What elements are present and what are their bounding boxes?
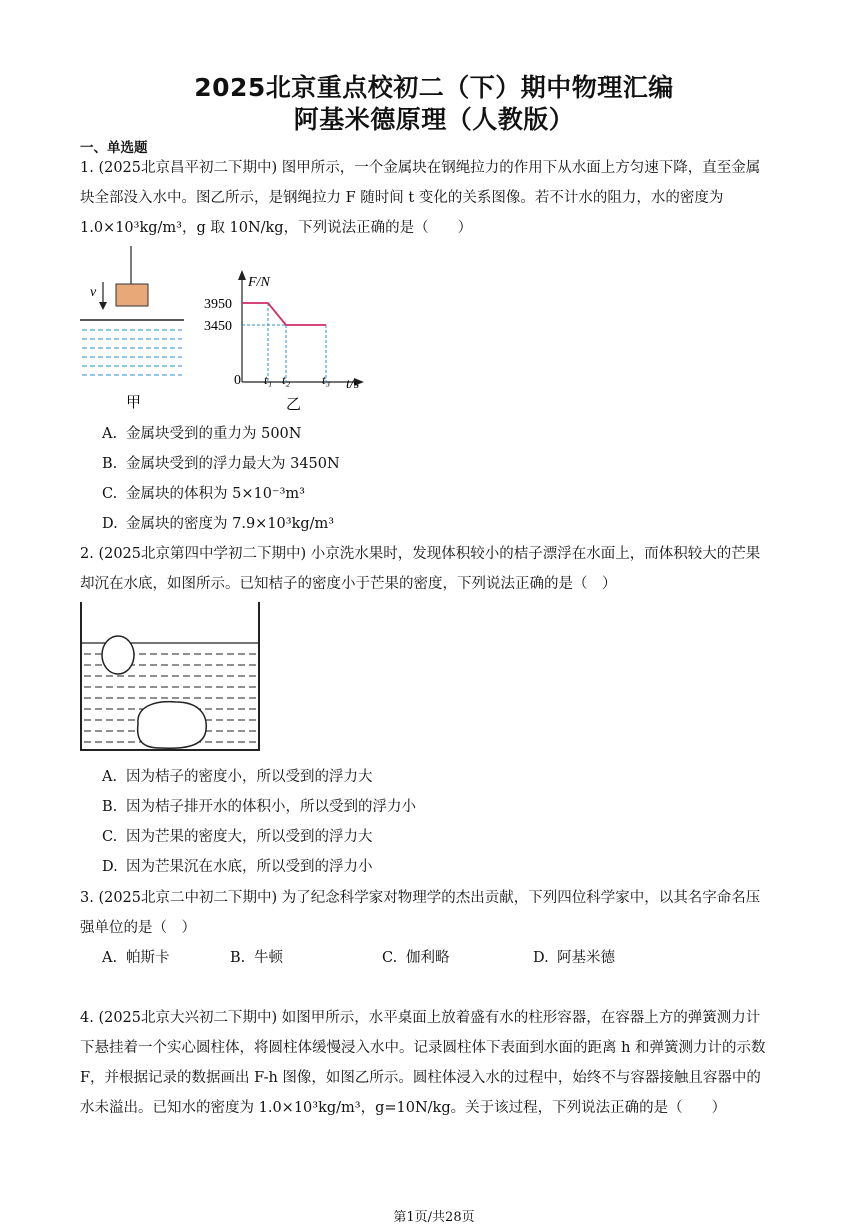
origin-label: 0 [234,373,241,388]
y-axis-label: F/N [248,275,270,290]
y-tick-label: 3450 [204,319,232,334]
document-title: 2025北京重点校初二（下）期中物理汇编 [194,73,674,102]
orange-fruit [102,636,134,674]
q2-option-b[interactable]: B. 因为桔子排开水的体积小，所以受到的浮力小 [102,799,416,815]
q3-stem-line: 强单位的是（ ） [80,920,196,936]
page-footer: 第1页/共28页 [393,1210,475,1225]
q1-option-b[interactable]: B. 金属块受到的浮力最大为 3450N [102,456,340,472]
q1-stem-line: 块全部没入水中。图乙所示，是钢绳拉力 F 随时间 t 变化的关系图像。若不计水的阻力，水的密度为 [80,190,724,206]
q3-option-a[interactable]: A. 帕斯卡 [102,950,170,966]
document-subtitle: 阿基米德原理（人教版） [293,105,575,134]
x-tick-label: t₂ [282,372,291,387]
x-tick-label: t₃ [322,372,331,387]
q2-stem-line: 2. (2025北京第四中学初二下期中) 小京洗水果时，发现体积较小的桔子漂浮在水面上，而体积较大的芒果 [80,546,761,562]
q3-option-d[interactable]: D. 阿基米德 [533,950,615,966]
x-axis-label: t/s [346,377,360,392]
q2-option-a[interactable]: A. 因为桔子的密度小，所以受到的浮力大 [102,769,373,785]
x-tick-label: t₁ [264,372,273,387]
q2-stem-line: 却沉在水底，如图所示。已知桔子的密度小于芒果的密度，下列说法正确的是（ ） [80,576,617,592]
y-tick-label: 3950 [204,297,232,312]
q2-figure-fruit-basin [78,602,264,754]
q1-option-c[interactable]: C. 金属块的体积为 5×10⁻³m³ [102,486,305,502]
q2-option-d[interactable]: D. 因为芒果沉在水底，所以受到的浮力小 [102,859,373,875]
mango-fruit [138,702,207,749]
q4-stem-line: 水未溢出。已知水的密度为 1.0×10³kg/m³，g=10N/kg。关于该过程，下列说法正确的是（ ） [80,1100,727,1116]
q3-option-c[interactable]: C. 伽利略 [382,950,450,966]
water-lines [82,330,182,375]
q1-stem-line: 1. (2025北京昌平初二下期中) 图甲所示，一个金属块在钢绳拉力的作用下从水面上方匀速下降，直至金属 [80,160,761,176]
q3-option-b[interactable]: B. 牛顿 [230,950,283,966]
section-heading: 一、单选题 [80,140,148,156]
q2-option-c[interactable]: C. 因为芒果的密度大，所以受到的浮力大 [102,829,373,845]
caption-yi: 乙 [286,397,302,412]
q1-chart-yi [200,270,370,412]
q4-stem-line: 4. (2025北京大兴初二下期中) 如图甲所示，水平桌面上放着盛有水的柱形容器，在容器上方的弹簧测力计 [80,1010,761,1026]
force-line [242,303,326,325]
q1-option-a[interactable]: A. 金属块受到的重力为 500N [102,426,302,442]
q4-stem-line: F，并根据记录的数据画出 F-h 图像，如图乙所示。圆柱体浸入水的过程中，始终不与容器接触且容器中的 [80,1070,761,1086]
q1-figure-jia [78,244,188,410]
q4-stem-line: 下悬挂着一个实心圆柱体，将圆柱体缓慢浸入水中。记录圆柱体下表面到水面的距离 h 和弹簧测力计的示数 [80,1040,766,1056]
q3-stem-line: 3. (2025北京二中初二下期中) 为了纪念科学家对物理学的杰出贡献，下列四位科学家中，以其名字命名压 [80,890,761,906]
velocity-label: v [90,285,97,300]
q1-stem-line: 1.0×10³kg/m³，g 取 10N/kg，下列说法正确的是（ ） [80,220,473,236]
metal-block [116,284,148,306]
q1-option-d[interactable]: D. 金属块的密度为 7.9×10³kg/m³ [102,516,335,532]
caption-jia: 甲 [126,395,142,410]
